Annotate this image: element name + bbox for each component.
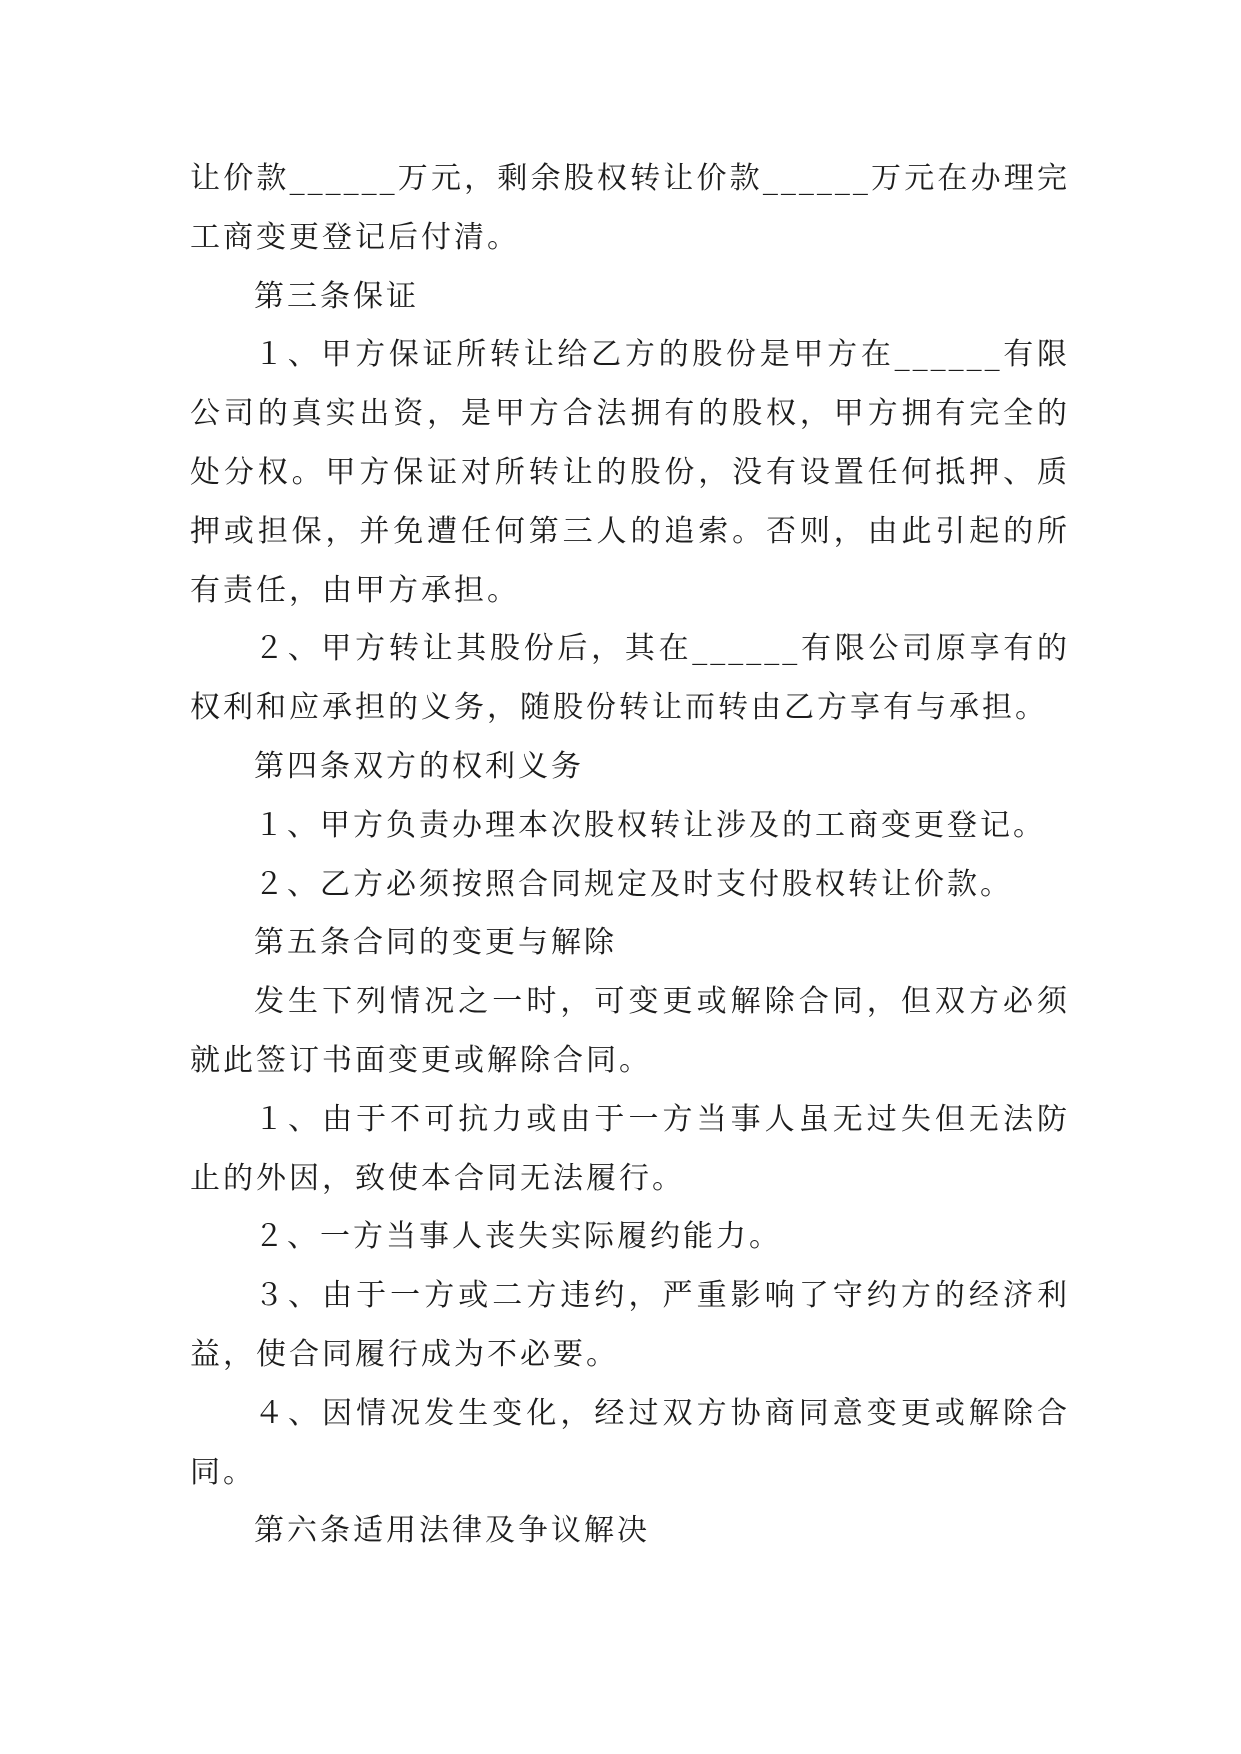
- paragraph-change-1: １、由于不可抗力或由于一方当事人虽无过失但无法防止的外因，致使本合同无法履行。: [190, 1101, 1070, 1196]
- paragraph-rights-2: ２、乙方必须按照合同规定及时支付股权转让价款。: [254, 866, 1013, 902]
- paragraph-change-4: ４、因情况发生变化，经过双方协商同意变更或解除合同。: [190, 1395, 1070, 1490]
- paragraph-change-2: ２、一方当事人丧失实际履约能力。: [254, 1219, 782, 1255]
- heading-article-6-law-disputes: 第六条适用法律及争议解决: [254, 1513, 650, 1549]
- paragraph-guarantee-1: １、甲方保证所转让给乙方的股份是甲方在______有限公司的真实出资，是甲方合法拥有的股权，甲方拥有完全的处分权。甲方保证对所转让的股份，没有设置任何抵押、质押或担保，并免遭任何第三人的追索。否则，由此引起的所有责任，由甲方承担。: [190, 337, 1070, 608]
- paragraph-rights-1: １、甲方负责办理本次股权转让涉及的工商变更登记。: [254, 807, 1046, 843]
- paragraph-guarantee-2: ２、甲方转让其股份后，其在______有限公司原享有的权利和应承担的义务，随股份转让而转由乙方享有与承担。: [190, 631, 1070, 726]
- paragraph-change-intro: 发生下列情况之一时，可变更或解除合同，但双方必须就此签订书面变更或解除合同。: [190, 984, 1070, 1078]
- paragraph-payment-balance: 让价款______万元，剩余股权转让价款______万元在办理完工商变更登记后付清。: [190, 161, 1070, 255]
- paragraph-change-3: ３、由于一方或二方违约，严重影响了守约方的经济利益，使合同履行成为不必要。: [190, 1278, 1070, 1372]
- heading-article-4-rights-obligations: 第四条双方的权利义务: [254, 748, 584, 784]
- heading-article-3-guarantee: 第三条保证: [254, 278, 419, 314]
- document-body: [190, 150, 1070, 1561]
- heading-article-5-change-termination: 第五条合同的变更与解除: [254, 925, 617, 961]
